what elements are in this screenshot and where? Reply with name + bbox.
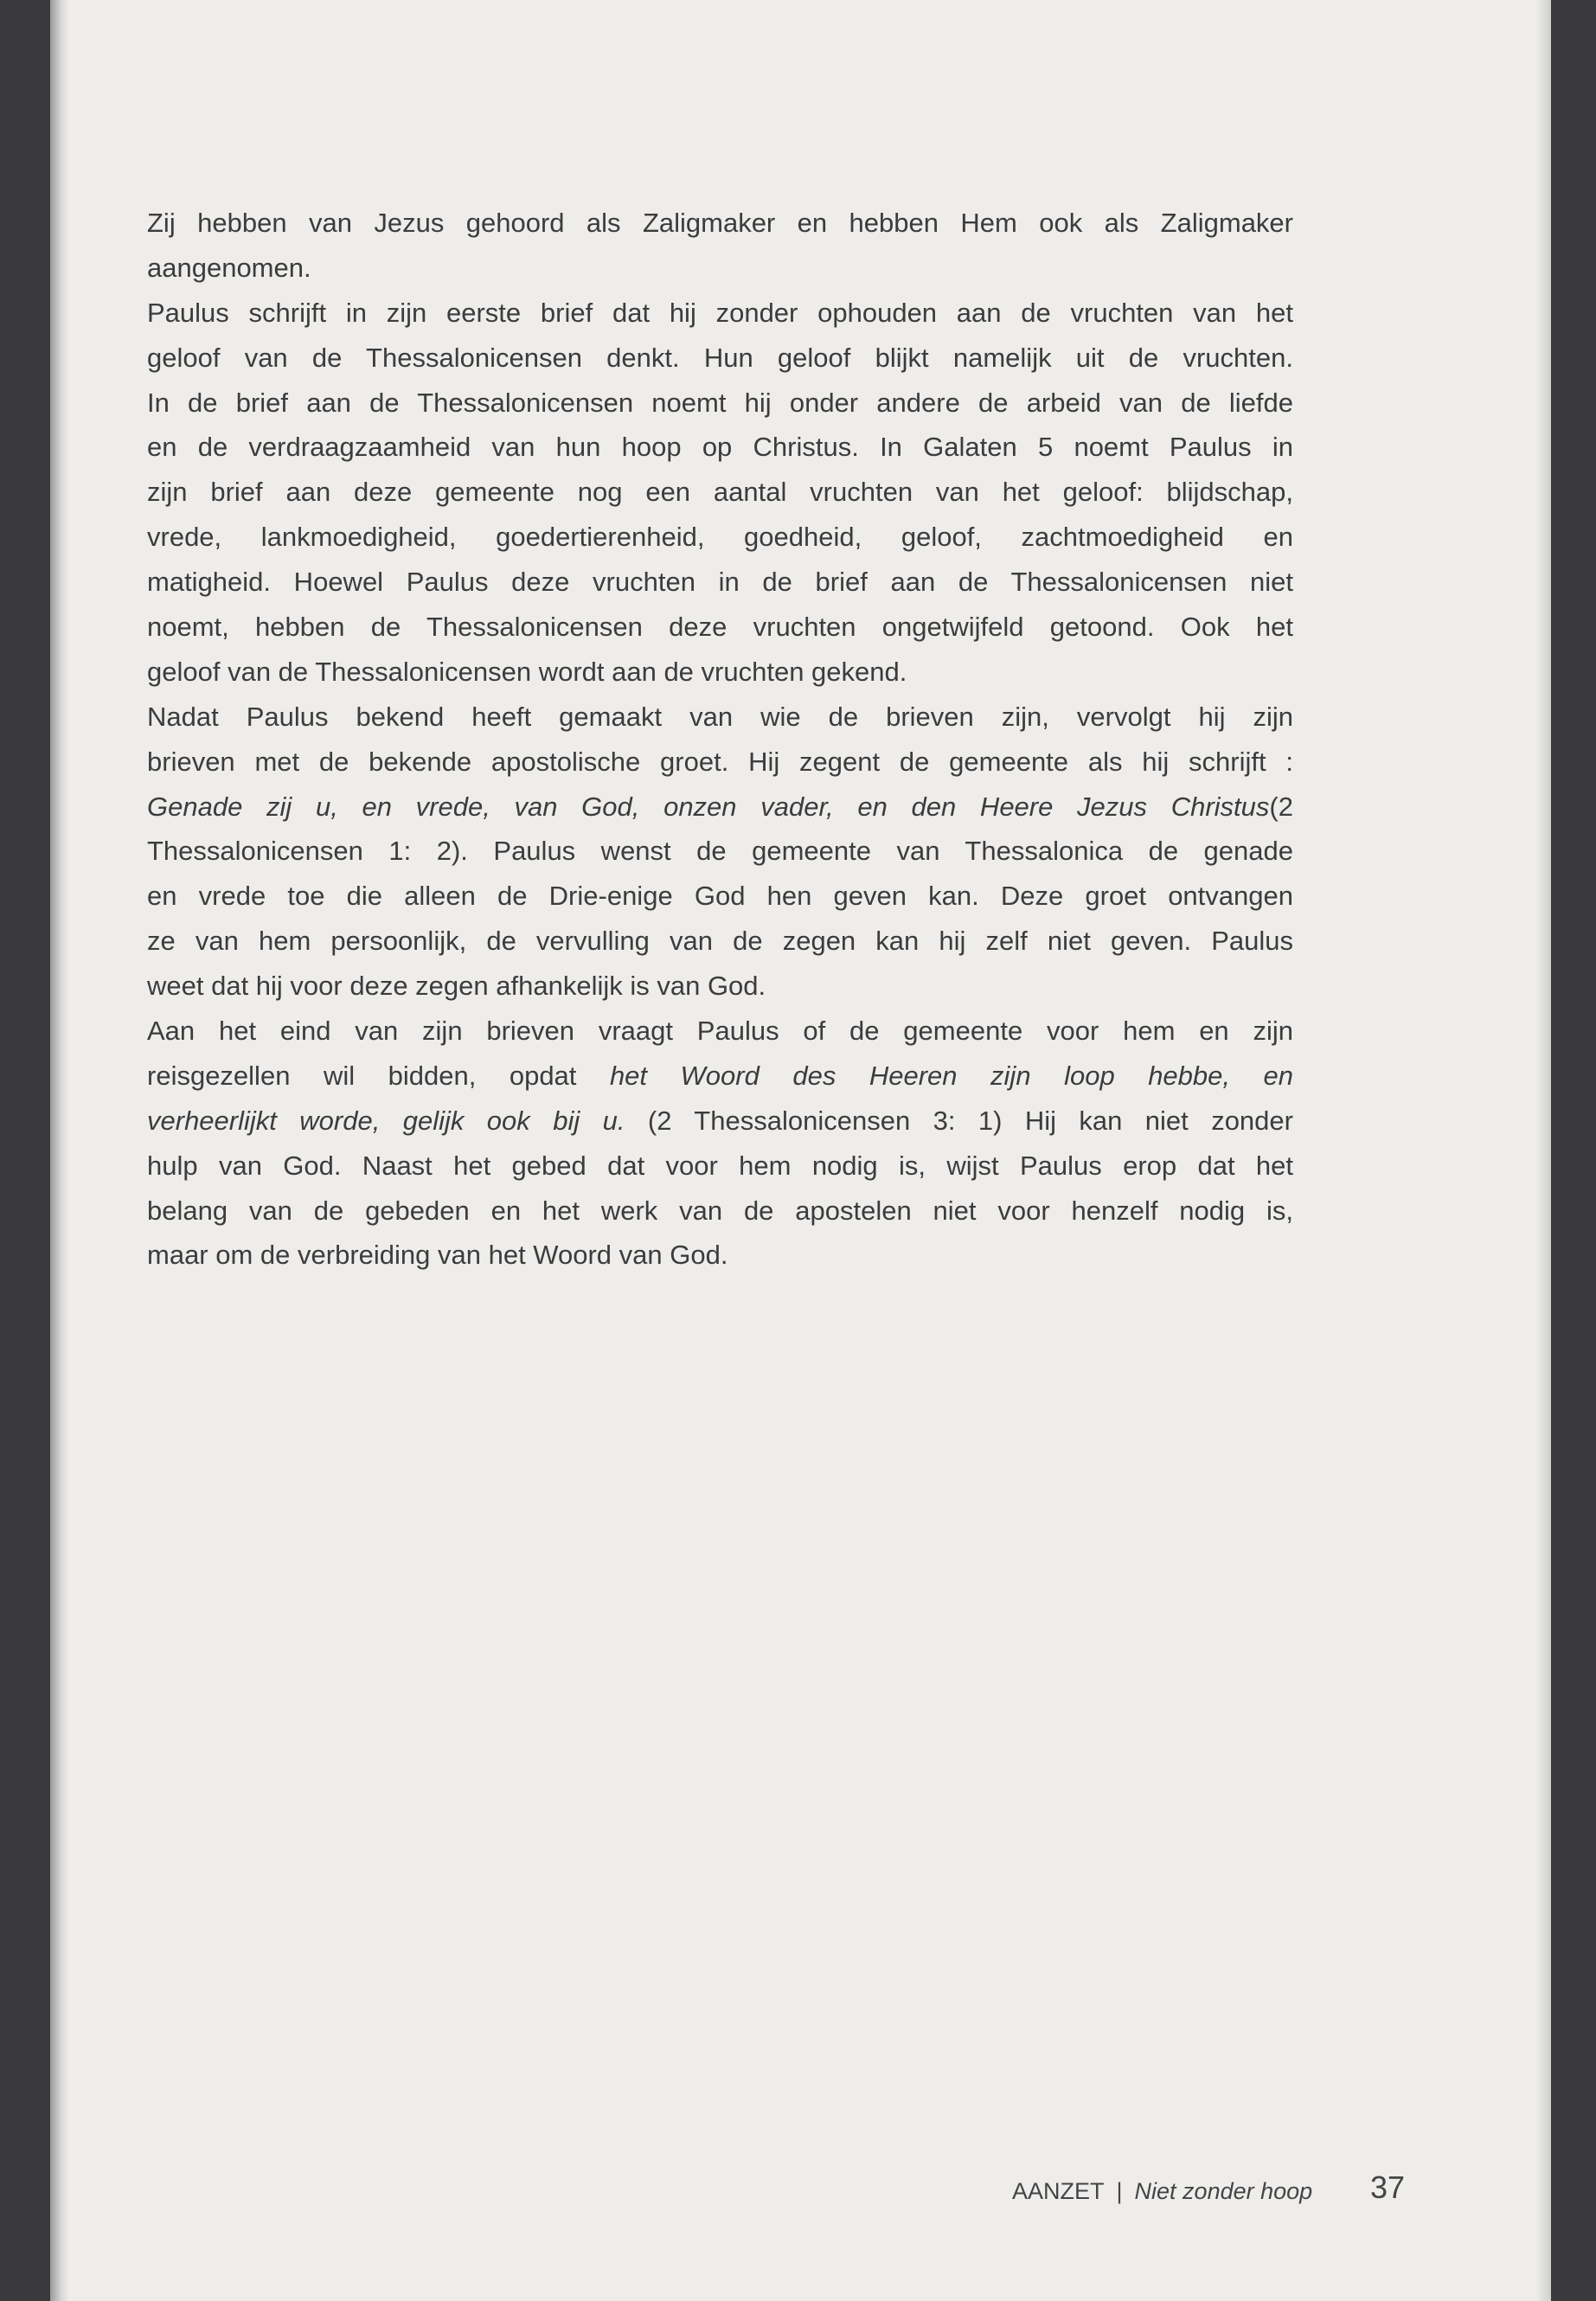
- text-line: [147, 740, 1293, 785]
- text-line: [147, 1189, 1293, 1234]
- text-line: [147, 605, 1293, 650]
- text-segment: (2 Thessalonicensen 3: 1) Hij kan niet zonder: [625, 1105, 1293, 1136]
- italic-quote: verheerlijkt worde, gelijk ook bij u.: [147, 1105, 625, 1136]
- text-segment: belang van de gebeden en het werk van de apostelen niet voor henzelf nodig is,: [147, 1195, 1293, 1226]
- text-line: [147, 381, 1293, 426]
- text-segment: en vrede toe die alleen de Drie-enige God hen geven kan. Deze groet ontvangen: [147, 881, 1293, 912]
- text-line: [147, 1054, 1293, 1099]
- footer-separator: |: [1116, 2178, 1123, 2204]
- footer-title: Niet zonder hoop: [1134, 2178, 1313, 2204]
- text-line: [147, 560, 1293, 605]
- text-line: [147, 964, 1293, 1009]
- text-line: [147, 291, 1293, 336]
- text-line: [147, 919, 1293, 964]
- page-edge-shadow: [1535, 0, 1551, 2301]
- text-segment: Zij hebben van Jezus gehoord als Zaligmaker en hebben Hem ook als Zaligmaker: [147, 208, 1293, 238]
- text-line: [147, 785, 1293, 830]
- text-line: [147, 246, 1293, 291]
- text-segment: ze van hem persoonlijk, de vervulling van de zegen kan hij zelf niet geven. Paulus: [147, 926, 1293, 957]
- text-segment: matigheid. Hoewel Paulus deze vruchten in de brief aan de Thessalonicensen niet: [147, 567, 1293, 598]
- text-line: [147, 201, 1293, 246]
- text-segment: Nadat Paulus bekend heeft gemaakt van wie de brieven zijn, vervolgt hij zijn: [147, 701, 1293, 732]
- text-line: [147, 1009, 1293, 1054]
- text-line: [147, 515, 1293, 560]
- text-segment: hulp van God. Naast het gebed dat voor hem nodig is, wijst Paulus erop dat het: [147, 1150, 1293, 1181]
- footer-series: AANZET: [1012, 2178, 1105, 2204]
- text-segment: en de verdraagzaamheid van hun hoop op Christus. In Galaten 5 noemt Paulus in: [147, 432, 1293, 463]
- text-line: [147, 425, 1293, 470]
- text-line: [147, 695, 1293, 740]
- italic-quote: Genade zij u, en vrede, van God, onzen vader, en den Heere Jezus Christus: [147, 791, 1270, 822]
- text-line: [147, 1144, 1293, 1189]
- text-segment: geloof van de Thessalonicensen denkt. Hun geloof blijkt namelijk uit de vruchten.: [147, 342, 1293, 373]
- text-segment: Aan het eind van zijn brieven vraagt Paulus of de gemeente voor hem en zijn: [147, 1016, 1293, 1047]
- text-line: [147, 874, 1293, 919]
- text-line: [147, 829, 1293, 874]
- text-segment: weet dat hij voor deze zegen afhankelijk is van God.: [147, 971, 766, 1002]
- text-line: [147, 470, 1293, 515]
- text-segment: Thessalonicensen 1: 2). Paulus wenst de gemeente van Thessalonica de genade: [147, 836, 1293, 867]
- text-line: [147, 1233, 1293, 1278]
- text-segment: brieven met de bekende apostolische groet. Hij zegent de gemeente als hij schrijft :: [147, 746, 1293, 777]
- text-segment: Paulus schrijft in zijn eerste brief dat hij zonder ophouden aan de vruchten van het: [147, 297, 1293, 328]
- text-segment: In de brief aan de Thessalonicensen noemt hij onder andere de arbeid van de liefde: [147, 387, 1293, 418]
- text-segment: noemt, hebben de Thessalonicensen deze vruchten ongetwijfeld getoond. Ook het: [147, 612, 1293, 643]
- text-segment: aangenomen.: [147, 252, 311, 283]
- text-segment: reisgezellen wil bidden, opdat: [147, 1060, 610, 1091]
- body-text: [147, 201, 1293, 1278]
- text-segment: zijn brief aan deze gemeente nog een aantal vruchten van het geloof: blijdschap,: [147, 477, 1293, 508]
- text-segment: vrede, lankmoedigheid, goedertierenheid, goedheid, geloof, zachtmoedigheid en: [147, 522, 1293, 553]
- running-footer: [1012, 2178, 1312, 2205]
- text-segment: maar om de verbreiding van het Woord van God.: [147, 1240, 728, 1271]
- page-binding-shadow: [50, 0, 69, 2301]
- text-line: [147, 1099, 1293, 1144]
- italic-quote: het Woord des Heeren zijn loop hebbe, en: [609, 1060, 1294, 1091]
- text-segment: (2: [1269, 791, 1293, 822]
- text-line: [147, 336, 1293, 381]
- text-segment: geloof van de Thessalonicensen wordt aan de vruchten gekend.: [147, 656, 907, 687]
- text-line: [147, 650, 1293, 695]
- page-number: 37: [1370, 2170, 1406, 2205]
